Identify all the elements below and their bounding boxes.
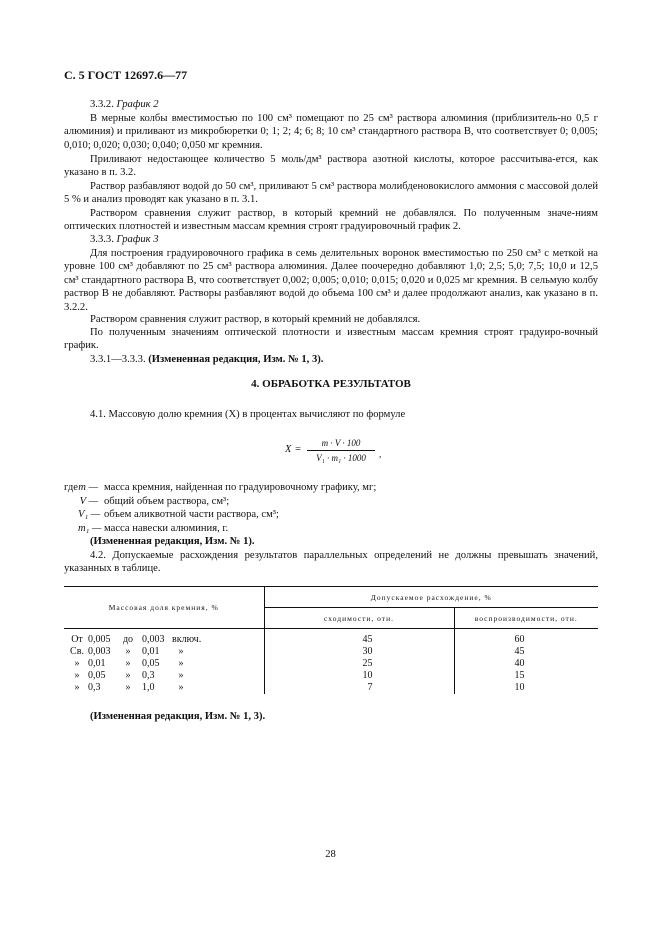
repeatability-value: 30	[362, 646, 373, 657]
reproducibility-value: 10	[514, 682, 525, 693]
range-prefix: »	[74, 658, 80, 669]
definition-symbol: m —	[78, 482, 98, 493]
table-cell-reproducibility	[454, 629, 598, 695]
range-to: 0,01	[142, 646, 160, 657]
range-to-word: »	[125, 682, 131, 693]
paragraph: 4.2. Допускаемые расхождения результатов параллельных определений не должны превышать значений, указанных в таблице.	[64, 550, 598, 575]
range-from: 0,01	[88, 658, 106, 669]
range-prefix: Св.	[70, 646, 84, 657]
definition-row	[64, 495, 255, 509]
range-suffix: »	[178, 658, 184, 669]
section-title: График 2	[116, 99, 159, 110]
range-to: 0,3	[142, 670, 155, 681]
section-range: 3.3.1—3.3.3.	[90, 354, 146, 365]
paragraph: По полученным значениям оптической плотности и известным массам кремния строят градуиро-вочный график.	[64, 327, 598, 352]
section-number: 3.3.2.	[90, 99, 114, 110]
definition-symbol: m₁ —	[78, 522, 102, 534]
definition-symbol: V —	[79, 495, 98, 507]
range-to-word: »	[125, 646, 131, 657]
formula-equals: =	[295, 444, 301, 455]
range-to-word: »	[125, 658, 131, 669]
table-row	[64, 629, 598, 695]
page-number: 28	[325, 849, 336, 860]
section-3-3-3-heading	[64, 233, 598, 246]
formula-lhs: X	[285, 444, 292, 455]
reproducibility-value: 15	[514, 670, 525, 681]
section-3-3-2-heading	[64, 98, 598, 111]
paragraph: Раствором сравнения служит раствор, в который кремний не добавлялся.	[90, 314, 421, 325]
table-cell-repeatability	[264, 629, 454, 695]
formula-tail: ,	[379, 449, 382, 459]
definition-row	[64, 522, 255, 536]
range-prefix: От	[71, 634, 83, 645]
definition-symbol: V₁ —	[78, 509, 101, 520]
range-to-word: до	[122, 634, 134, 645]
definition-lead: где	[64, 482, 78, 493]
repeatability-value: 7	[367, 682, 373, 693]
repeatability-value: 45	[362, 634, 373, 645]
table-header-reproducibility: воспроизводимости, отн.	[454, 608, 598, 629]
variable-definitions	[64, 481, 377, 549]
amendment-note: (Измененная редакция, Изм. № 1).	[90, 536, 255, 547]
section-4-title: 4. ОБРАБОТКА РЕЗУЛЬТАТОВ	[251, 378, 411, 390]
amendment-text: (Измененная редакция, Изм. № 1, 3).	[148, 354, 324, 365]
reproducibility-value: 40	[514, 658, 525, 669]
reproducibility-value: 60	[514, 634, 525, 645]
range-from: 0,003	[88, 646, 111, 657]
paragraph: Для построения градуировочного графика в семь делительных воронок вместимостью по 250 см³ с меткой на уровне 100 см³ добавляют по 25 см³ раствора алюминия. Далее поочередно добавляют 1,0; 2,5; 5,0; 7,5; 10,0 и 12,5 см³ стандартного раствора В, что соответствует 0,002; 0,005; 0,010; 0,015; 0,020 и 0,025 мг кремния. В сельмую колбу раствор В не добавляют. Растворы разбавляют водой до объема 100 см³ и далее продолжают анализ, как указано в п. 3.2.2.	[64, 248, 598, 313]
paragraph: Раствором сравнения служит раствор, в который кремний не добавлялся. По полученным значе-ниям оптических плотностей и известным массам кремния строят градуировочный график 2.	[64, 208, 598, 233]
definition-text: общий объем раствора, см³;	[104, 495, 230, 507]
section-title: График 3	[116, 234, 159, 245]
table-header-repeatability: сходимости, отн.	[264, 608, 454, 629]
definition-row	[64, 481, 377, 495]
table-cell-range	[64, 629, 264, 695]
formula-numerator: m · V · 100	[321, 438, 361, 448]
table-header-mass-fraction: Массовая доля кремния, %	[64, 587, 264, 629]
range-prefix: »	[74, 682, 80, 693]
range-suffix: включ.	[172, 634, 202, 645]
reproducibility-value: 45	[514, 646, 525, 657]
range-to-word: »	[125, 670, 131, 681]
amendment-note: (Измененная редакция, Изм. № 1, 3).	[90, 711, 266, 722]
table-header-row	[64, 587, 598, 608]
formula-fraction	[307, 437, 375, 464]
definition-text: объем аликвотной части раствора, см³;	[104, 509, 279, 520]
repeatability-value: 10	[362, 670, 373, 681]
section-number: 3.3.3.	[90, 234, 114, 245]
definition-row	[64, 508, 279, 522]
range-suffix: »	[178, 670, 184, 681]
range-to: 1,0	[142, 682, 155, 693]
repeatability-value: 25	[362, 658, 373, 669]
range-prefix: »	[74, 670, 80, 681]
paragraph: Раствор разбавляют водой до 50 см³, приливают 5 см³ раствора молибденовокислого аммония с массовой долей 5 % и анализ проводят как указано в п. 3.1.	[64, 181, 598, 206]
page-header: С. 5 ГОСТ 12697.6—77	[64, 68, 188, 82]
range-suffix: »	[178, 646, 184, 657]
paragraph: Приливают недостающее количество 5 моль/дм³ раствора азотной кислоты, которое рассчитыва-ется, как указано в п. 3.2.	[64, 154, 598, 179]
amendment-note	[64, 353, 598, 366]
table-header-tolerance: Допускаемое расхождение, %	[264, 587, 598, 608]
definition-text: масса кремния, найденная по градуировочному графику, мг;	[104, 482, 377, 493]
definition-text: масса навески алюминия, г.	[104, 522, 229, 534]
paragraph: В мерные колбы вместимостью по 100 см³ помещают по 25 см³ раствора алюминия (приблизитель-но 0,5 г алюминия) и приливают из микробюретки 0; 1; 2; 4; 6; 8; 10 см³ стандартного раствора В, что соответствует 0; 0,005; 0,010; 0,020; 0,030; 0,040; 0,050 мг кремния.	[64, 113, 598, 151]
range-to: 0,003	[142, 634, 165, 645]
range-from: 0,005	[88, 634, 111, 645]
range-suffix: »	[178, 682, 184, 693]
range-to: 0,05	[142, 658, 160, 669]
tolerance-table	[64, 586, 598, 694]
range-from: 0,3	[88, 682, 101, 693]
fraction-bar	[307, 450, 375, 451]
paragraph: 4.1. Массовую долю кремния (X) в процентах вычисляют по формуле	[90, 409, 406, 420]
range-from: 0,05	[88, 670, 106, 681]
formula-denominator: V₁ · m₁ · 1000	[316, 453, 366, 463]
